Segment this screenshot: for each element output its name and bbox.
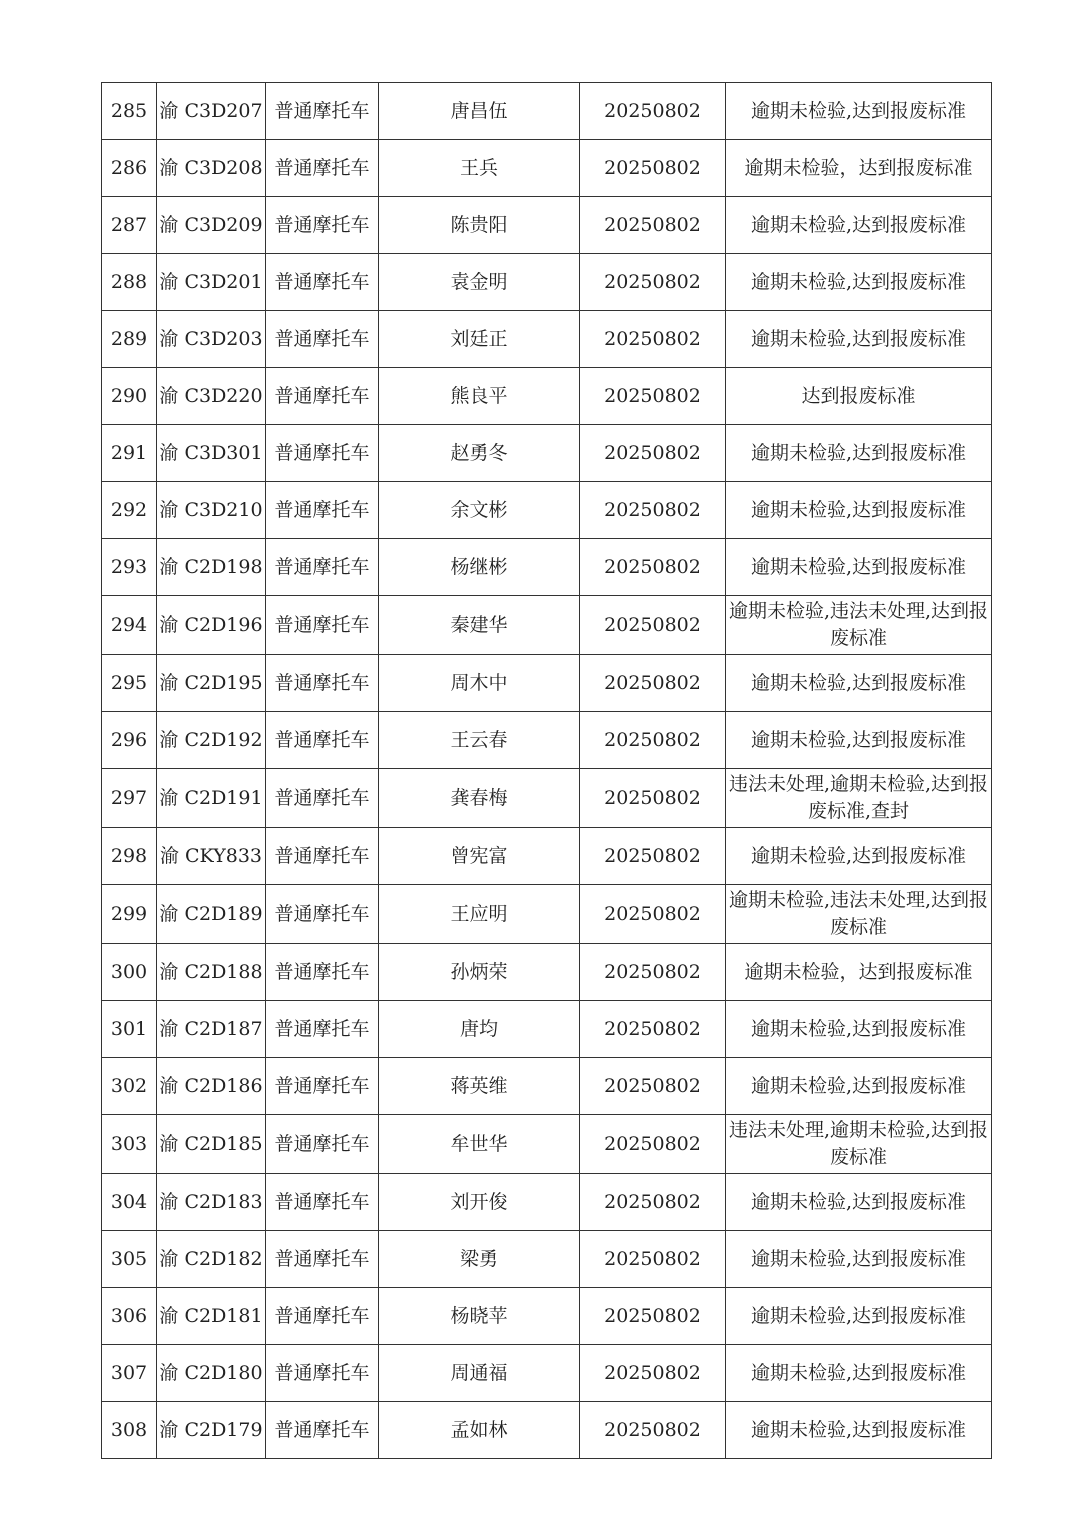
plate-number-cell: 渝 C2D186	[157, 1058, 266, 1115]
date-cell: 20250802	[580, 1058, 726, 1115]
owner-name-cell: 王云春	[379, 712, 580, 769]
vehicle-type-cell: 普通摩托车	[266, 1174, 379, 1231]
table-row	[102, 1345, 992, 1402]
table-row	[102, 655, 992, 712]
date-cell: 20250802	[580, 197, 726, 254]
status-cell: 逾期未检验,达到报废标准	[726, 1001, 992, 1058]
plate-number-cell: 渝 C3D201	[157, 254, 266, 311]
plate-number-cell: 渝 C3D301	[157, 425, 266, 482]
row-number-cell: 285	[102, 83, 157, 140]
status-cell: 逾期未检验,达到报废标准	[726, 1058, 992, 1115]
plate-number-cell: 渝 C3D210	[157, 482, 266, 539]
table-row	[102, 1402, 992, 1459]
row-number-cell: 304	[102, 1174, 157, 1231]
owner-name-cell: 杨晓苹	[379, 1288, 580, 1345]
date-cell: 20250802	[580, 1001, 726, 1058]
plate-number-cell: 渝 C2D195	[157, 655, 266, 712]
row-number-cell: 292	[102, 482, 157, 539]
row-number-cell: 302	[102, 1058, 157, 1115]
table-row	[102, 1058, 992, 1115]
status-cell: 逾期未检验,达到报废标准	[726, 1402, 992, 1459]
vehicle-type-cell: 普通摩托车	[266, 482, 379, 539]
vehicle-type-cell: 普通摩托车	[266, 655, 379, 712]
row-number-cell: 301	[102, 1001, 157, 1058]
owner-name-cell: 熊良平	[379, 368, 580, 425]
status-cell: 逾期未检验,达到报废标准	[726, 712, 992, 769]
plate-number-cell: 渝 C2D187	[157, 1001, 266, 1058]
row-number-cell: 286	[102, 140, 157, 197]
plate-number-cell: 渝 C2D179	[157, 1402, 266, 1459]
date-cell: 20250802	[580, 1115, 726, 1174]
row-number-cell: 299	[102, 885, 157, 944]
owner-name-cell: 陈贵阳	[379, 197, 580, 254]
status-cell: 逾期未检验,达到报废标准	[726, 1231, 992, 1288]
status-cell: 逾期未检验,达到报废标准	[726, 425, 992, 482]
owner-name-cell: 唐昌伍	[379, 83, 580, 140]
table-row	[102, 83, 992, 140]
row-number-cell: 295	[102, 655, 157, 712]
plate-number-cell: 渝 C2D181	[157, 1288, 266, 1345]
status-cell: 逾期未检验,达到报废标准	[726, 1345, 992, 1402]
status-cell: 逾期未检验,违法未处理,达到报废标准	[726, 885, 992, 944]
table-row	[102, 140, 992, 197]
plate-number-cell: 渝 C2D196	[157, 596, 266, 655]
table-row	[102, 1115, 992, 1174]
row-number-cell: 307	[102, 1345, 157, 1402]
vehicle-type-cell: 普通摩托车	[266, 769, 379, 828]
date-cell: 20250802	[580, 254, 726, 311]
vehicle-type-cell: 普通摩托车	[266, 1058, 379, 1115]
plate-number-cell: 渝 C2D188	[157, 944, 266, 1001]
row-number-cell: 297	[102, 769, 157, 828]
vehicle-type-cell: 普通摩托车	[266, 140, 379, 197]
plate-number-cell: 渝 C3D208	[157, 140, 266, 197]
table-row	[102, 425, 992, 482]
table-row	[102, 482, 992, 539]
status-cell: 逾期未检验,达到报废标准	[726, 655, 992, 712]
owner-name-cell: 秦建华	[379, 596, 580, 655]
status-cell: 逾期未检验,达到报废标准	[726, 1288, 992, 1345]
row-number-cell: 303	[102, 1115, 157, 1174]
status-cell: 违法未处理,逾期未检验,达到报废标准	[726, 1115, 992, 1174]
row-number-cell: 290	[102, 368, 157, 425]
table-row	[102, 712, 992, 769]
vehicle-type-cell: 普通摩托车	[266, 1288, 379, 1345]
date-cell: 20250802	[580, 885, 726, 944]
table-row	[102, 1231, 992, 1288]
vehicle-type-cell: 普通摩托车	[266, 1402, 379, 1459]
table-body	[102, 83, 992, 1459]
vehicle-type-cell: 普通摩托车	[266, 885, 379, 944]
date-cell: 20250802	[580, 539, 726, 596]
date-cell: 20250802	[580, 1231, 726, 1288]
date-cell: 20250802	[580, 140, 726, 197]
vehicle-type-cell: 普通摩托车	[266, 596, 379, 655]
row-number-cell: 288	[102, 254, 157, 311]
status-cell: 违法未处理,逾期未检验,达到报废标准,查封	[726, 769, 992, 828]
vehicle-table	[101, 82, 992, 1459]
row-number-cell: 287	[102, 197, 157, 254]
plate-number-cell: 渝 C2D189	[157, 885, 266, 944]
owner-name-cell: 曾宪富	[379, 828, 580, 885]
owner-name-cell: 周通福	[379, 1345, 580, 1402]
owner-name-cell: 杨继彬	[379, 539, 580, 596]
date-cell: 20250802	[580, 311, 726, 368]
owner-name-cell: 孙炳荣	[379, 944, 580, 1001]
plate-number-cell: 渝 C2D198	[157, 539, 266, 596]
date-cell: 20250802	[580, 1345, 726, 1402]
status-cell: 达到报废标准	[726, 368, 992, 425]
vehicle-type-cell: 普通摩托车	[266, 425, 379, 482]
plate-number-cell: 渝 C2D192	[157, 712, 266, 769]
date-cell: 20250802	[580, 482, 726, 539]
status-cell: 逾期未检验，达到报废标准	[726, 944, 992, 1001]
row-number-cell: 294	[102, 596, 157, 655]
row-number-cell: 298	[102, 828, 157, 885]
plate-number-cell: 渝 CKY833	[157, 828, 266, 885]
row-number-cell: 306	[102, 1288, 157, 1345]
vehicle-type-cell: 普通摩托车	[266, 254, 379, 311]
date-cell: 20250802	[580, 368, 726, 425]
status-cell: 逾期未检验，达到报废标准	[726, 140, 992, 197]
date-cell: 20250802	[580, 596, 726, 655]
vehicle-type-cell: 普通摩托车	[266, 828, 379, 885]
owner-name-cell: 王应明	[379, 885, 580, 944]
date-cell: 20250802	[580, 83, 726, 140]
owner-name-cell: 龚春梅	[379, 769, 580, 828]
owner-name-cell: 余文彬	[379, 482, 580, 539]
date-cell: 20250802	[580, 769, 726, 828]
plate-number-cell: 渝 C3D207	[157, 83, 266, 140]
vehicle-type-cell: 普通摩托车	[266, 712, 379, 769]
status-cell: 逾期未检验,达到报废标准	[726, 254, 992, 311]
table-row	[102, 539, 992, 596]
table-row	[102, 197, 992, 254]
status-cell: 逾期未检验,达到报废标准	[726, 1174, 992, 1231]
date-cell: 20250802	[580, 1174, 726, 1231]
row-number-cell: 289	[102, 311, 157, 368]
row-number-cell: 300	[102, 944, 157, 1001]
status-cell: 逾期未检验,达到报废标准	[726, 197, 992, 254]
table-row	[102, 1001, 992, 1058]
vehicle-type-cell: 普通摩托车	[266, 1231, 379, 1288]
status-cell: 逾期未检验,达到报废标准	[726, 311, 992, 368]
vehicle-type-cell: 普通摩托车	[266, 1115, 379, 1174]
plate-number-cell: 渝 C3D203	[157, 311, 266, 368]
plate-number-cell: 渝 C2D180	[157, 1345, 266, 1402]
vehicle-type-cell: 普通摩托车	[266, 539, 379, 596]
date-cell: 20250802	[580, 712, 726, 769]
date-cell: 20250802	[580, 655, 726, 712]
date-cell: 20250802	[580, 1288, 726, 1345]
vehicle-type-cell: 普通摩托车	[266, 197, 379, 254]
plate-number-cell: 渝 C2D185	[157, 1115, 266, 1174]
table-row	[102, 596, 992, 655]
status-cell: 逾期未检验,达到报废标准	[726, 83, 992, 140]
plate-number-cell: 渝 C3D209	[157, 197, 266, 254]
table-row	[102, 254, 992, 311]
owner-name-cell: 唐均	[379, 1001, 580, 1058]
row-number-cell: 291	[102, 425, 157, 482]
owner-name-cell: 梁勇	[379, 1231, 580, 1288]
vehicle-type-cell: 普通摩托车	[266, 944, 379, 1001]
owner-name-cell: 刘廷正	[379, 311, 580, 368]
date-cell: 20250802	[580, 425, 726, 482]
date-cell: 20250802	[580, 1402, 726, 1459]
row-number-cell: 308	[102, 1402, 157, 1459]
owner-name-cell: 周木中	[379, 655, 580, 712]
table-row	[102, 769, 992, 828]
vehicle-type-cell: 普通摩托车	[266, 1001, 379, 1058]
table-row	[102, 368, 992, 425]
plate-number-cell: 渝 C2D182	[157, 1231, 266, 1288]
status-cell: 逾期未检验,达到报废标准	[726, 482, 992, 539]
plate-number-cell: 渝 C2D191	[157, 769, 266, 828]
status-cell: 逾期未检验,达到报废标准	[726, 539, 992, 596]
vehicle-type-cell: 普通摩托车	[266, 83, 379, 140]
row-number-cell: 296	[102, 712, 157, 769]
owner-name-cell: 牟世华	[379, 1115, 580, 1174]
table-row	[102, 311, 992, 368]
owner-name-cell: 刘开俊	[379, 1174, 580, 1231]
owner-name-cell: 袁金明	[379, 254, 580, 311]
plate-number-cell: 渝 C3D220	[157, 368, 266, 425]
row-number-cell: 293	[102, 539, 157, 596]
owner-name-cell: 孟如林	[379, 1402, 580, 1459]
table-row	[102, 1174, 992, 1231]
status-cell: 逾期未检验,达到报废标准	[726, 828, 992, 885]
table-row	[102, 1288, 992, 1345]
vehicle-type-cell: 普通摩托车	[266, 311, 379, 368]
table-row	[102, 885, 992, 944]
vehicle-type-cell: 普通摩托车	[266, 1345, 379, 1402]
owner-name-cell: 赵勇冬	[379, 425, 580, 482]
owner-name-cell: 王兵	[379, 140, 580, 197]
table-row	[102, 944, 992, 1001]
row-number-cell: 305	[102, 1231, 157, 1288]
date-cell: 20250802	[580, 828, 726, 885]
plate-number-cell: 渝 C2D183	[157, 1174, 266, 1231]
vehicle-type-cell: 普通摩托车	[266, 368, 379, 425]
status-cell: 逾期未检验,违法未处理,达到报废标准	[726, 596, 992, 655]
date-cell: 20250802	[580, 944, 726, 1001]
owner-name-cell: 蒋英维	[379, 1058, 580, 1115]
table-row	[102, 828, 992, 885]
